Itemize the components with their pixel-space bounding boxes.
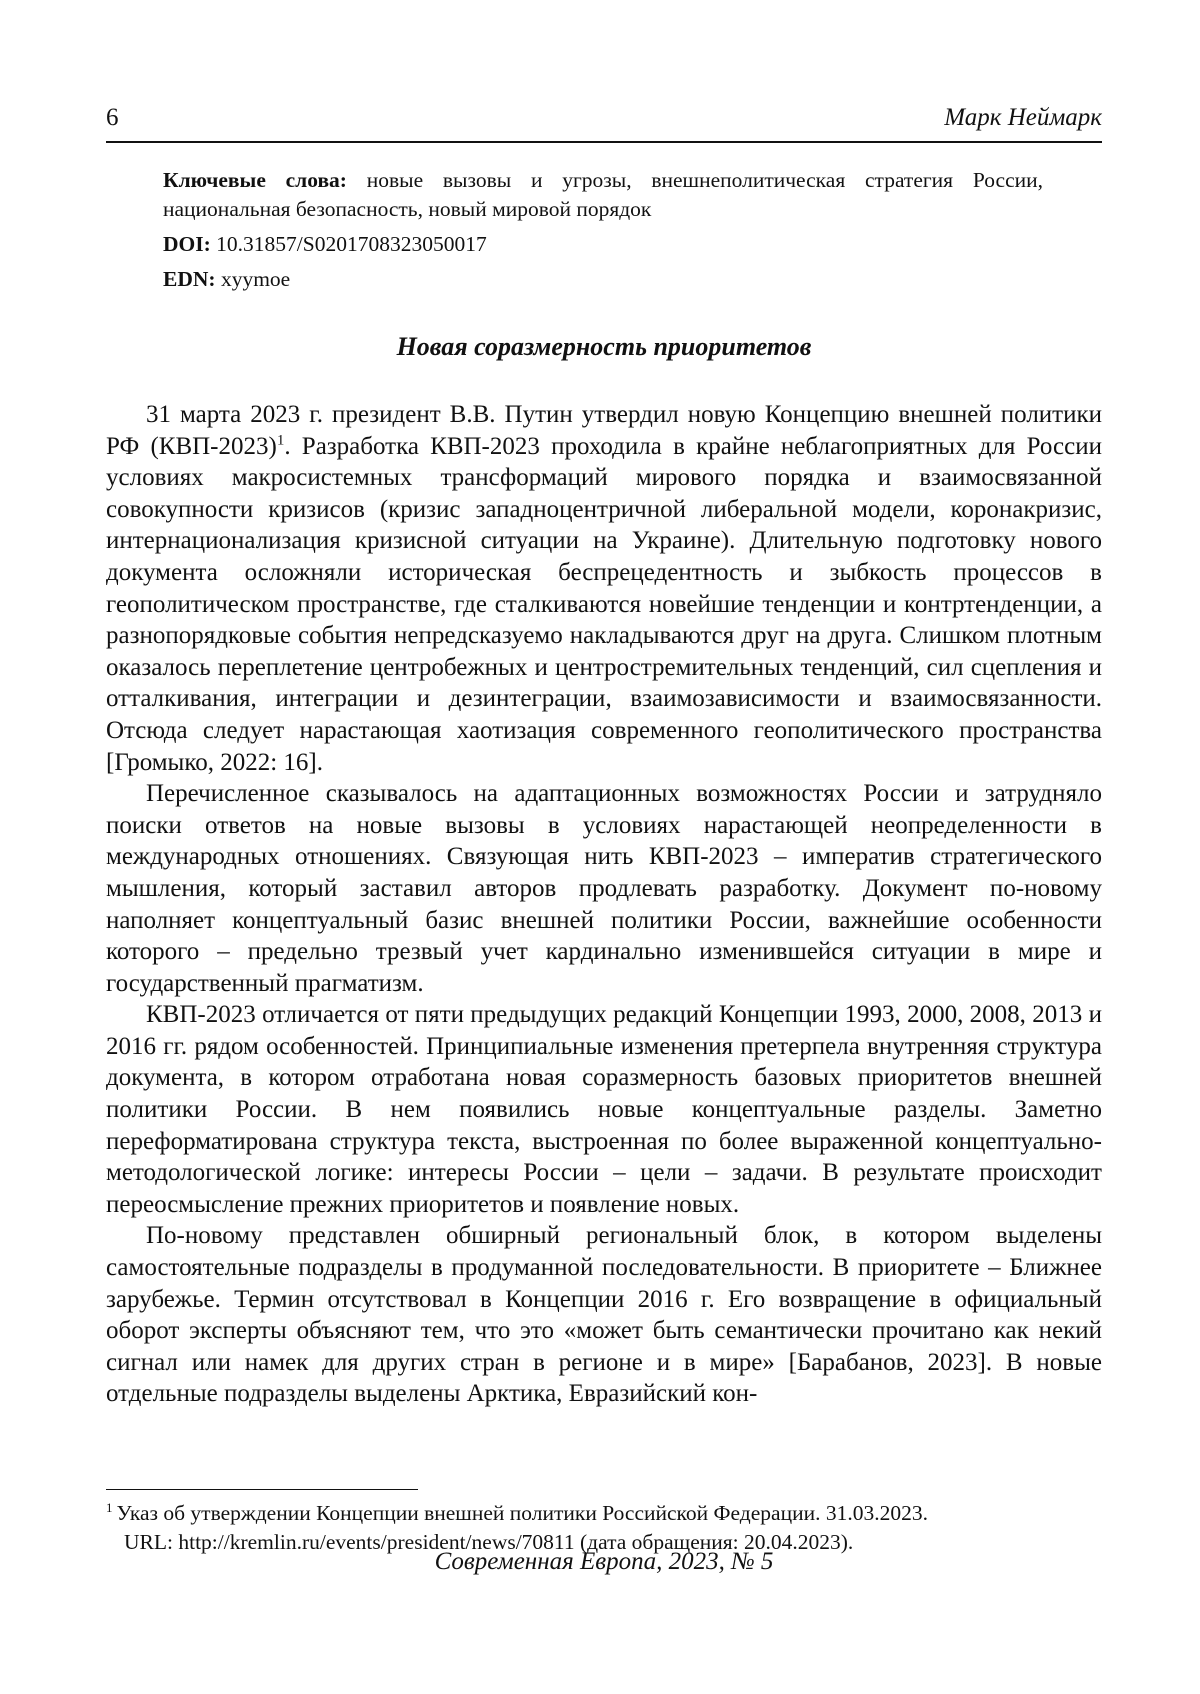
paragraph — [106, 399, 1102, 778]
section-heading: Новая соразмерность приоритетов — [396, 332, 812, 361]
header-author: Марк Неймарк — [944, 104, 1102, 131]
edn-block — [163, 265, 1043, 294]
doi-value: 10.31857/S0201708323050017 — [216, 232, 487, 256]
footnote-reference[interactable]: 1 — [276, 432, 285, 449]
article-meta — [163, 166, 1043, 300]
paragraph: КВП-2023 отличается от пяти предыдущих редакций Концепции 1993, 2000, 2008, 2013 и 2016 гг. рядом особенностей. Принципиальные изменения претерпела внутренняя структура документа, в котором отработана новая соразмерность базовых приоритетов внешней политики России. В нем появились новые концептуальные разделы. Заметно переформатирована структура текста, выстроенная по более выраженной концептуально-методологической логике: интересы России – цели – задачи. В результате происходит переосмысление прежних приоритетов и появление новых. — [106, 1001, 1102, 1218]
paragraph: По-новому представлен обширный региональный блок, в котором выделены самостоятельные подразделы в продуманной последовательности. В приоритете – Ближнее зарубежье. Термин отсутствовал в Концепции 2016 г. Его возвращение в официальный оборот эксперты объясняют тем, что это «может быть семантически прочитано как некий сигнал или намек для других стран в регионе и в мире» [Барабанов, 2023]. В новые отдельные подразделы выделены Арктика, Евразийский кон- — [106, 1222, 1102, 1408]
edn-label: EDN: — [163, 267, 216, 291]
body-text — [106, 399, 1102, 1410]
keywords-block — [163, 166, 1043, 224]
paragraph-1-end: . Разработка КВП-2023 проходила в крайне неблагоприятных для России условиях макросистемных трансформаций мирового порядка и взаимосвязанной совокупности кризисов (кризис западноцентричной либеральной модели, коронакризис, интернационализация кризисной ситуации на Украине). Длительную подготовку нового документа осложняли историческая беспрецедентность и зыбкость процессов в геополитическом пространстве, где сталкиваются новейшие тенденции и контртенденции, а разнопорядковые события непредсказуемо накладываются друг на друга. Слишком плотным оказалось переплетение центробежных и центростремительных тенденций, сил сцепления и отталкивания, интеграции и дезинтеграции, взаимозависимости и взаимосвязанности. Отсюда следует нарастающая хаотизация современного геополитического пространства [Громыко, 2022: 16]. — [106, 432, 1103, 776]
edn-value: xyymoe — [220, 267, 291, 291]
footnote-text: Указ об утверждении Концепции внешней политики Российской Федерации. 31.03.2023. — [116, 1501, 928, 1525]
footnote-url[interactable]: URL: http://kremlin.ru/events/president/news/70811 (дата обращения: 20.04.2023). — [124, 1530, 854, 1554]
keywords-text: новые вызовы и угрозы, внешнеполитическая стратегия России, национальная безопасность, новый мировой порядок — [163, 168, 1044, 221]
paragraph-1-start: 31 марта 2023 г. президент В.В. Путин утвердил новую Концепцию внешней политики РФ (КВП-2023) — [106, 401, 1102, 460]
running-header — [106, 104, 1102, 140]
page-number: 6 — [106, 104, 119, 131]
running-footer: Современная Европа, 2023, № 5 — [434, 1548, 774, 1575]
doi-label: DOI: — [163, 232, 211, 256]
header-rule — [106, 141, 1102, 143]
footnote-rule — [106, 1489, 418, 1490]
footnote-marker: 1 — [106, 1499, 113, 1515]
doi-block — [163, 230, 1043, 259]
paragraph: Перечисленное сказывалось на адаптационных возможностях России и затрудняло поиски ответов на новые вызовы в условиях нарастающей неопределенности в международных отношениях. Связующая нить КВП-2023 – императив стратегического мышления, который заставил авторов продлевать разработку. Документ по-новому наполняет концептуальный базис внешней политики России, важнейшие особенности которого – предельно трезвый учет кардинально изменившейся ситуации в мире и государственный прагматизм. — [106, 780, 1102, 997]
keywords-label: Ключевые слова: — [163, 168, 347, 192]
